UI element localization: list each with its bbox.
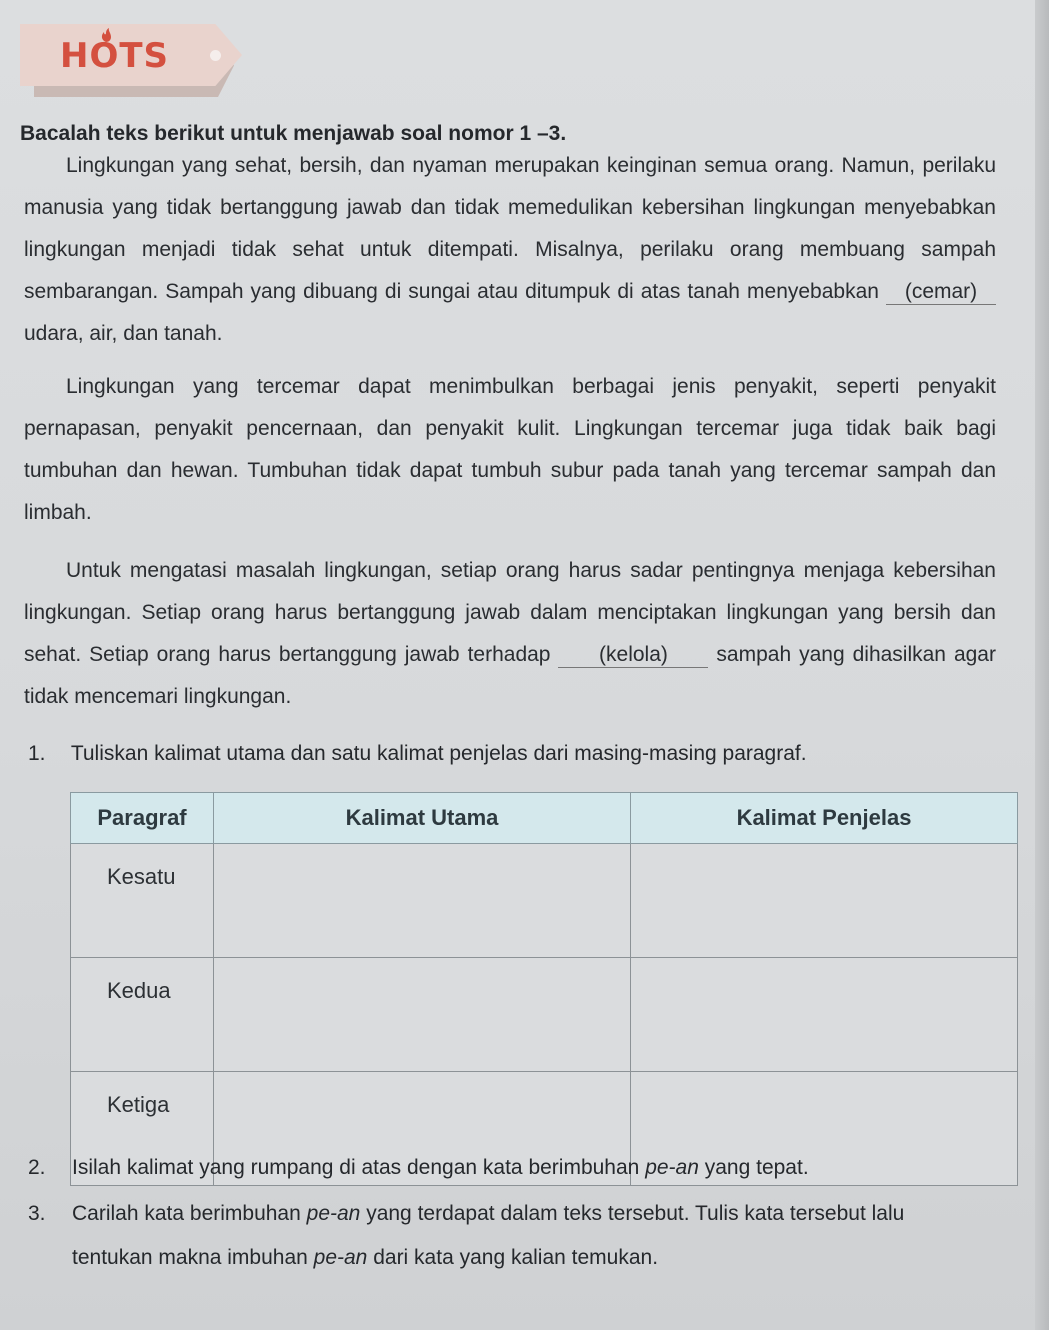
- question-2-end: yang tepat.: [698, 1156, 809, 1179]
- kalimat-penjelas-cell[interactable]: [631, 958, 1018, 1072]
- question-2-text: Isilah kalimat yang rumpang di atas dengan kata berimbuhan: [72, 1156, 646, 1179]
- row-label: Ketiga: [71, 1072, 214, 1186]
- question-1-number: 1.: [28, 742, 46, 765]
- row-label: Kesatu: [71, 844, 214, 958]
- paragraph-1-text: Lingkungan yang sehat, bersih, dan nyaman merupakan keinginan semua orang. Namun, perilaku manusia yang tidak bertanggung jawab dan tidak memedulikan kebersihan lingkungan menyebabkan lingkungan menjadi tidak sehat untuk ditempati. Misalnya, perilaku orang membuang sampah sembarangan. Sampah yang dibuang di sungai atau ditumpuk di atas tanah menyebabkan: [24, 154, 996, 303]
- blank-kelola: (kelola): [558, 643, 708, 668]
- blank-cemar: (cemar): [886, 280, 996, 305]
- paragraph-1: [24, 145, 996, 355]
- question-1: [28, 742, 807, 766]
- question-3-line2-text: tentukan makna imbuhan: [72, 1246, 314, 1269]
- table-header-row: [71, 793, 1018, 844]
- paragraph-3: [24, 550, 996, 718]
- question-2: [28, 1156, 809, 1180]
- question-3-line-2: [72, 1246, 658, 1270]
- paragraph-1-end: udara, air, dan tanah.: [24, 322, 223, 345]
- kalimat-utama-cell[interactable]: [214, 958, 631, 1072]
- paragraph-2: [24, 366, 996, 534]
- question-3-line2-end: dari kata yang kalian temukan.: [367, 1246, 659, 1269]
- question-2-number: 2.: [28, 1156, 46, 1179]
- question-3-text-cont: yang terdapat dalam teks tersebut. Tulis kata tersebut lalu: [360, 1202, 905, 1225]
- header-paragraf: Paragraf: [71, 793, 214, 844]
- reading-instruction: Bacalah teks berikut untuk menjawab soal nomor 1 –3.: [20, 122, 567, 145]
- question-3-affix: pe-an: [306, 1202, 361, 1225]
- question-1-text: Tuliskan kalimat utama dan satu kalimat penjelas dari masing-masing paragraf.: [70, 742, 807, 765]
- table-row: [71, 958, 1018, 1072]
- kalimat-penjelas-cell[interactable]: [631, 844, 1018, 958]
- question-3-line2-affix: pe-an: [313, 1246, 368, 1269]
- header-kalimat-utama: Kalimat Utama: [214, 793, 631, 844]
- question-3-text: Carilah kata berimbuhan: [72, 1202, 307, 1225]
- paragraph-3-end: sampah yang dihasilkan agar tidak mencemari lingkungan.: [24, 643, 996, 708]
- answer-table: [70, 792, 1018, 1140]
- page-edge: [1035, 0, 1049, 1330]
- hots-label: HOTS: [60, 36, 170, 76]
- badge-dot-icon: [210, 50, 221, 61]
- paragraph-2-text: Lingkungan yang tercemar dapat menimbulkan berbagai jenis penyakit, seperti penyakit pernapasan, penyakit pencernaan, dan penyakit kulit. Lingkungan tercemar juga tidak baik bagi tumbuhan dan hewan. Tumbuhan tidak dapat tumbuh subur pada tanah yang tercemar sampah dan limbah.: [24, 375, 996, 524]
- kalimat-utama-cell[interactable]: [214, 844, 631, 958]
- header-kalimat-penjelas: Kalimat Penjelas: [631, 793, 1018, 844]
- question-2-affix: pe-an: [645, 1156, 699, 1179]
- row-label: Kedua: [71, 958, 214, 1072]
- paragraph-3-text: Untuk mengatasi masalah lingkungan, setiap orang harus sadar pentingnya menjaga kebersihan lingkungan. Setiap orang harus bertanggung jawab dalam menciptakan lingkungan yang bersih dan sehat. Setiap orang harus bertanggung jawab terhadap: [24, 559, 996, 666]
- hots-badge: [20, 24, 250, 106]
- question-3-number: 3.: [28, 1202, 46, 1225]
- question-3: [28, 1202, 904, 1226]
- table-row: [71, 844, 1018, 958]
